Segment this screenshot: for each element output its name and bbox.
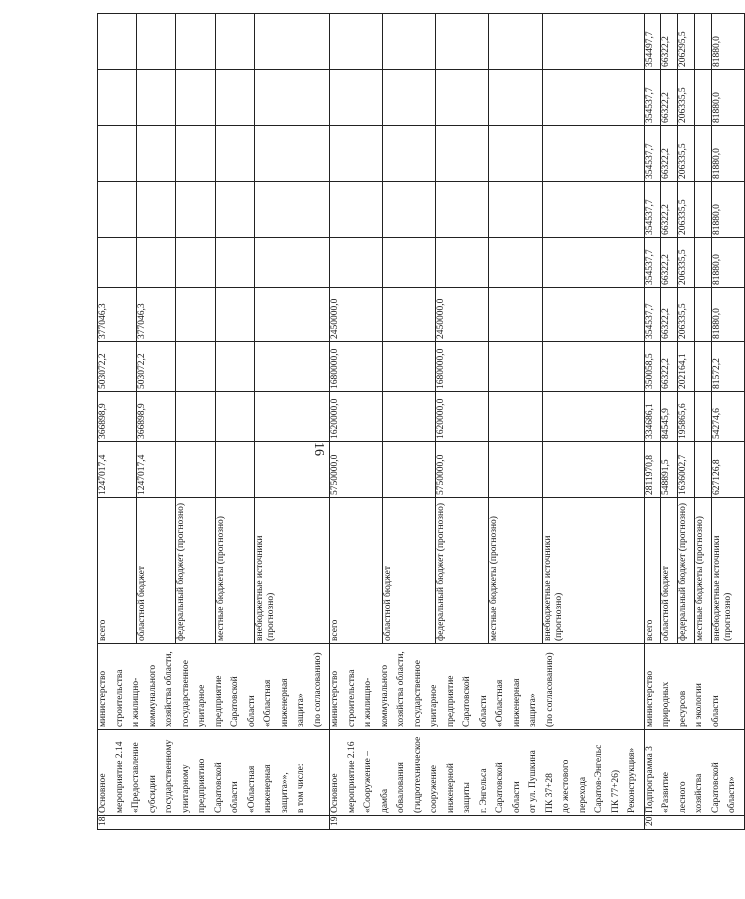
rotated-table-sheet [97,31,737,830]
measure-name-line: Саратов-Энгельс [594,744,604,813]
executor-line: государственное [180,660,191,727]
amount-cell: 377046,3 [98,288,137,342]
amount-cell [137,70,176,126]
amount-cell: 66322,2 [661,14,678,70]
table-body [98,14,745,830]
amount-cell [176,182,215,238]
funding-source: областной бюджет [383,498,436,644]
executor-line: строительства [346,669,357,727]
amount-cell [215,288,254,342]
amount-cell: 1636002,7 [678,442,695,498]
executor [330,644,645,730]
executor-line: коммунального [379,664,390,727]
executor-line: области [478,695,489,727]
amount-cell [489,14,542,70]
amount-cell: 2450000,0 [436,288,489,342]
amount-cell: 81880,0 [712,14,744,70]
amount-cell [137,126,176,182]
amount-cell [542,442,644,498]
amount-cell: 81880,0 [712,70,744,126]
measure-name-line: г. Энгельса [478,768,489,813]
funding-source: внебюджетные источники (прогнозно) [542,498,644,644]
amount-cell [695,182,712,238]
amount-cell: 66322,2 [661,238,678,288]
funding-source: внебюджетные источники (прогнозно) [254,498,329,644]
measure-name-line: защиты [462,782,472,813]
measure-name-line: предприятию [197,758,207,813]
amount-cell [176,288,215,342]
executor-line: коммунального [147,664,158,727]
amount-cell: 354537,7 [644,288,661,342]
amount-cell: 334686,1 [644,392,661,442]
amount-cell: 81880,0 [712,182,744,238]
measure-name-line: «Областная [246,765,257,813]
amount-cell [330,14,383,70]
measure-name-line: унитарному [180,764,191,813]
amount-cell: 2450000,0 [330,288,383,342]
amount-cell: 206295,5 [678,14,695,70]
amount-cell [489,70,542,126]
amount-cell [542,342,644,392]
amount-cell [489,182,542,238]
funding-source: местные бюджеты (прогнозно) [489,498,542,644]
measure-name-line: до жестового [561,759,571,813]
executor-line: защита» [296,693,306,727]
amount-cell: 54274,6 [712,392,744,442]
row-index: 18. [98,816,330,830]
measure-name-line: Подпрограмма 3 [644,746,655,813]
amount-cell [176,126,215,182]
amount-cell [215,14,254,70]
executor-line: ресурсов [677,690,688,727]
executor-line: министерство [330,670,340,727]
measure-name-line: перехода [577,776,588,813]
amount-cell [695,126,712,182]
measure-name [98,730,330,816]
executor [98,644,330,730]
funding-source: федеральный бюджет (прогнозно) [436,498,489,644]
amount-cell [254,182,329,238]
executor-line: «Областная [263,679,273,727]
funding-source: местные бюджеты (прогнозно) [215,498,254,644]
executor-line: и экологии [694,683,704,727]
amount-cell [137,14,176,70]
amount-cell [383,238,436,288]
amount-cell [542,126,644,182]
amount-cell [542,182,644,238]
executor-line: области [710,695,721,727]
amount-cell: 2811970,8 [644,442,661,498]
amount-cell [254,288,329,342]
amount-cell [254,126,329,182]
funding-source: областной бюджет [137,498,176,644]
funding-source: всего [644,498,661,644]
page-number: 16 [311,442,326,456]
measure-name-line: обвалования [396,762,406,813]
measure-name-line: «Сооружение – [363,750,373,813]
amount-cell: 1247017,4 [137,442,176,498]
executor-line: хозяйства области, [164,651,174,727]
amount-cell [695,238,712,288]
amount-cell [254,342,329,392]
executor-line: предприятие [445,675,456,727]
amount-cell: 81880,0 [712,288,744,342]
measure-name-line: государственному [164,739,174,813]
amount-cell [695,70,712,126]
amount-cell: 202164,1 [678,342,695,392]
funding-source: федеральный бюджет (прогнозно) [176,498,215,644]
amount-cell: 66322,2 [661,70,678,126]
funding-source: областной бюджет [661,498,678,644]
executor-line: (по согласованию) [544,652,555,727]
amount-cell: 81572,2 [712,342,744,392]
measure-name-line: области» [727,776,737,813]
amount-cell: 84545,9 [661,392,678,442]
amount-cell: 206335,5 [678,70,695,126]
amount-cell: 377046,3 [137,288,176,342]
executor-line: министерство [644,670,655,727]
funding-source: внебюджетные источники (прогнозно) [712,498,744,644]
measure-name-line: Реконструкция» [627,747,637,813]
table-row [330,14,383,830]
amount-cell [542,238,644,288]
amount-cell [215,70,254,126]
budget-table [97,13,745,830]
amount-cell [254,442,329,498]
amount-cell [383,288,436,342]
executor-line: инженерная [511,678,522,727]
amount-cell: 366898,9 [137,392,176,442]
executor-line: области [246,695,257,727]
amount-cell [489,288,542,342]
funding-source: федеральный бюджет (прогнозно) [678,498,695,644]
executor-line: предприятие [213,675,224,727]
amount-cell: 354537,7 [644,238,661,288]
amount-cell [695,442,712,498]
table-row [644,14,661,830]
measure-name-line: инженерной [445,763,456,813]
amount-cell: 206335,5 [678,288,695,342]
amount-cell: 66322,2 [661,182,678,238]
amount-cell [254,238,329,288]
executor-line: (по согласованию) [312,652,323,727]
amount-cell [489,342,542,392]
amount-cell [137,182,176,238]
amount-cell [383,70,436,126]
amount-cell [215,126,254,182]
amount-cell [137,238,176,288]
amount-cell [489,392,542,442]
amount-cell: 5750000,0 [330,442,383,498]
amount-cell [215,238,254,288]
amount-cell [98,70,137,126]
amount-cell: 206335,5 [678,182,695,238]
amount-cell [215,342,254,392]
amount-cell [383,392,436,442]
amount-cell [254,392,329,442]
row-index: 20. [644,816,744,830]
amount-cell [176,392,215,442]
amount-cell [254,70,329,126]
executor-line: Саратовской [462,676,472,727]
amount-cell [98,14,137,70]
measure-name-line: в том числе: [296,763,306,813]
measure-name-line: ПК 37+28 [544,773,555,813]
amount-cell: 206335,5 [678,126,695,182]
measure-name-line: сооружение [429,764,439,813]
amount-cell: 366898,9 [98,392,137,442]
amount-cell: 66322,2 [661,126,678,182]
amount-cell: 1620000,0 [330,392,383,442]
amount-cell: 206335,5 [678,238,695,288]
measure-name-line: области [511,781,522,813]
amount-cell: 1247017,4 [98,442,137,498]
amount-cell [176,238,215,288]
amount-cell [215,392,254,442]
amount-cell: 627126,8 [712,442,744,498]
measure-name-line: мероприятие 2.14 [114,741,125,813]
measure-name-line: «Развитие [661,771,671,813]
amount-cell [436,182,489,238]
measure-name-line: инженерная [263,764,273,813]
measure-name-line: от ул. Пушкина [528,750,538,813]
amount-cell [489,126,542,182]
amount-cell [542,288,644,342]
amount-cell [176,14,215,70]
measure-name-line: хозяйства [694,773,704,813]
amount-cell [436,14,489,70]
amount-cell [436,70,489,126]
amount-cell: 5750000,0 [436,442,489,498]
executor-line: строительства [114,669,125,727]
measure-name-line: дамба [379,788,390,813]
amount-cell [176,70,215,126]
funding-source: всего [98,498,137,644]
executor-line: и жилищно- [131,677,141,727]
measure-name-line: субсидии [147,775,158,813]
measure-name-line: лесного [677,781,688,813]
amount-cell [215,442,254,498]
amount-cell [98,182,137,238]
measure-name-line: ПК 77+26) [610,769,621,813]
amount-cell [695,342,712,392]
executor-line: защита» [528,693,538,727]
measure-name-line: (гидротехническое [412,736,423,813]
measure-name-line: защита»», [279,772,290,813]
amount-cell: 354497,7 [644,14,661,70]
amount-cell [489,238,542,288]
measure-name-line: области [230,781,240,813]
executor-line: государственное [412,660,423,727]
measure-name-line: Основное [330,773,340,813]
amount-cell [542,70,644,126]
amount-cell [383,342,436,392]
amount-cell [436,126,489,182]
measure-name [644,730,744,816]
measure-name-line: Саратовской [710,762,721,813]
amount-cell [215,182,254,238]
amount-cell [254,14,329,70]
amount-cell [383,14,436,70]
amount-cell: 354537,7 [644,126,661,182]
amount-cell [330,238,383,288]
amount-cell [383,126,436,182]
amount-cell [542,14,644,70]
amount-cell [176,342,215,392]
executor-line: хозяйства области, [396,651,406,727]
amount-cell: 66322,2 [661,288,678,342]
measure-name-line: Саратовской [213,762,224,813]
executor-line: инженерная [279,678,290,727]
measure-name-line: «Предоставление [131,742,141,813]
amount-cell: 503072,2 [137,342,176,392]
executor-line: Саратовской [230,676,240,727]
executor-line: природных [661,681,671,727]
amount-cell: 354537,7 [644,182,661,238]
amount-cell: 1680000,0 [436,342,489,392]
funding-source: местные бюджеты (прогнозно) [695,498,712,644]
amount-cell: 195865,6 [678,392,695,442]
table-row [98,14,137,830]
executor-line: «Областная [495,679,505,727]
measure-name [330,730,645,816]
amount-cell: 350058,5 [644,342,661,392]
amount-cell [176,442,215,498]
amount-cell [98,126,137,182]
amount-cell [330,182,383,238]
amount-cell [695,288,712,342]
amount-cell [330,70,383,126]
amount-cell [330,126,383,182]
measure-name-line: Основное [98,773,108,813]
measure-name-line: мероприятие 2.16 [346,741,357,813]
amount-cell: 354537,7 [644,70,661,126]
amount-cell: 81880,0 [712,238,744,288]
amount-cell [383,182,436,238]
amount-cell [436,238,489,288]
executor-line: и жилищно- [363,677,373,727]
measure-name-line: Саратовской [495,762,505,813]
executor-line: унитарное [429,684,439,727]
row-index: 19. [330,816,645,830]
executor [644,644,744,730]
amount-cell [695,14,712,70]
amount-cell: 548891,5 [661,442,678,498]
amount-cell [542,392,644,442]
amount-cell [383,442,436,498]
amount-cell [489,442,542,498]
amount-cell: 1680000,0 [330,342,383,392]
funding-source: всего [330,498,383,644]
executor-line: министерство [98,670,108,727]
amount-cell: 66322,2 [661,342,678,392]
amount-cell [98,238,137,288]
amount-cell: 81880,0 [712,126,744,182]
amount-cell: 503072,2 [98,342,137,392]
amount-cell: 1620000,0 [436,392,489,442]
amount-cell [695,392,712,442]
executor-line: унитарное [197,684,207,727]
